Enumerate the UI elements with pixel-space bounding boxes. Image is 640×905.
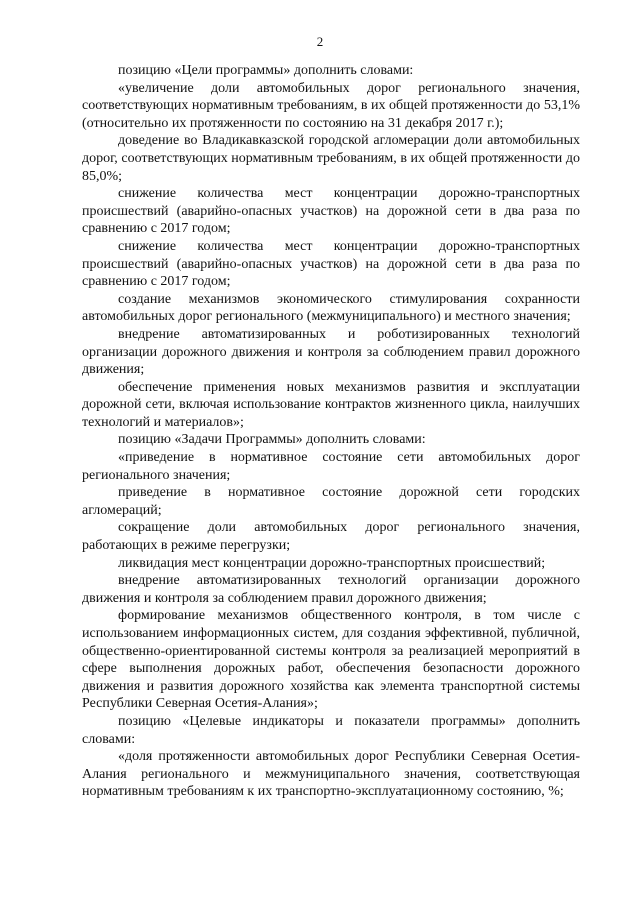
paragraph: позицию «Целевые индикаторы и показатели программы» дополнить словами:: [82, 713, 580, 747]
paragraph: внедрение автоматизированных технологий организации дорожного движения и контроля за соблюдением правил дорожного движения;: [82, 573, 580, 606]
paragraph: «увеличение доли автомобильных дорог регионального значения, соответствующих нормативным требованиям, в их общей протяженности до 53,1% (относительно их протяженности по состоянию на 31 декабря 2017 г.);: [82, 80, 580, 131]
paragraph: создание механизмов экономического стимулирования сохранности автомобильных дорог регионального (межмуниципального) и местного значения;: [82, 291, 580, 325]
paragraph: формирование механизмов общественного контроля, в том числе с использованием информационных систем, для создания эффективной, публичной, общественно-ориентированной системы контроля за реализацией мероприятий в сфере выполнения дорожных работ, обеспечения безопасности дорожного движения и развития дорожного хозяйства как элемента транспортной системы Республики Северная Осетия-Алания»;: [82, 608, 580, 712]
paragraph: «приведение в нормативное состояние сети автомобильных дорог регионального значения;: [82, 450, 580, 483]
paragraph: «доля протяженности автомобильных дорог Республики Северная Осетия-Алания регионального и межмуниципального значения, соответствующая нормативным требованиям к их транспортно-эксплуатационному состоянию, %;: [82, 749, 580, 800]
paragraph: внедрение автоматизированных и роботизированных технологий организации дорожного движения и контроля за соблюдением правил дорожного движения;: [82, 326, 580, 378]
paragraph: снижение количества мест концентрации дорожно-транспортных происшествий (аварийно-опасных участков) на дорожной сети в два раза по сравнению с 2017 годом;: [82, 238, 580, 290]
document-body: [82, 62, 580, 801]
paragraph: ликвидация мест концентрации дорожно-транспортных происшествий;: [118, 555, 546, 571]
paragraph: приведение в нормативное состояние дорожной сети городских агломераций;: [82, 485, 580, 518]
paragraph: позицию «Цели программы» дополнить словами:: [118, 63, 414, 78]
paragraph: позицию «Задачи Программы» дополнить словами:: [118, 432, 426, 448]
page-number: 2: [316, 34, 324, 49]
paragraph: обеспечение применения новых механизмов развития и эксплуатации дорожной сети, включая использование контрактов жизненного цикла, наилучших технологий и материалов»;: [82, 379, 580, 430]
paragraph: снижение количества мест концентрации дорожно-транспортных происшествий (аварийно-опасных участков) на дорожной сети в два раза по сравнению с 2017 годом;: [82, 186, 580, 237]
paragraph: доведение во Владикавказской городской агломерации доли автомобильных дорог, соответствующих нормативным требованиям, в их общей протяженности до 85,0%;: [82, 133, 580, 184]
paragraph: сокращение доли автомобильных дорог регионального значения, работающих в режиме перегрузки;: [82, 520, 580, 554]
